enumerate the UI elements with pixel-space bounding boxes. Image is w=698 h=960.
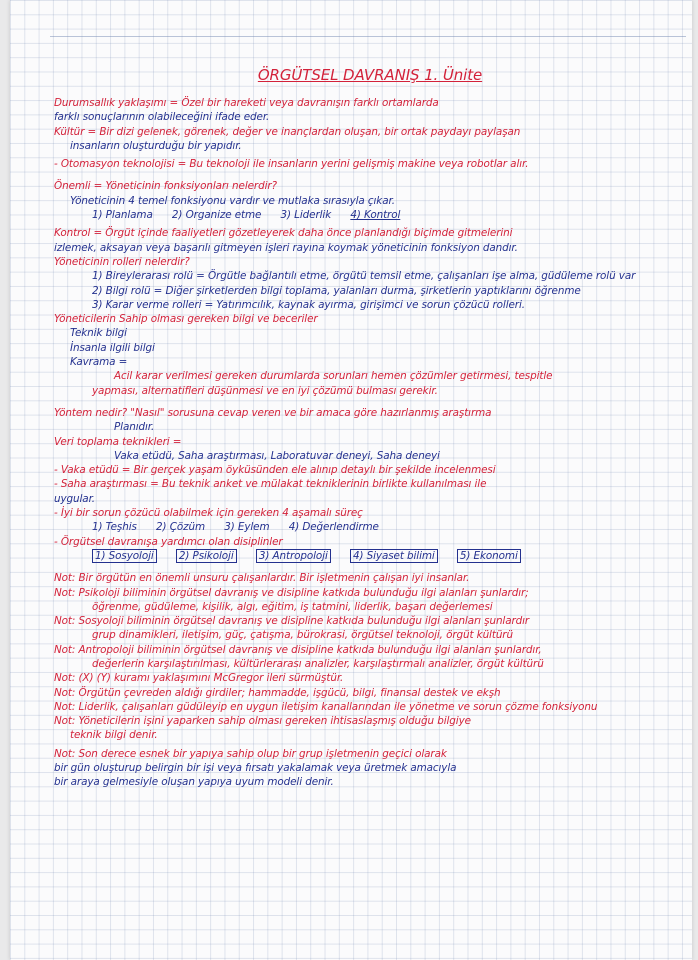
not-line: bir gün oluşturup belirgin bir işi veya fırsatı yakalamak veya üretmek amacıyla <box>54 762 457 775</box>
surec-item: 1) Teşhis <box>92 521 137 534</box>
disiplin-list <box>54 549 686 563</box>
kontrol-line-1: Kontrol = Örgüt içinde faaliyetleri gözetleyerek daha önce planlandığı biçimde gitmelerini <box>54 227 513 240</box>
surec-item: 4) Değerlendirme <box>288 521 379 534</box>
durumsallik-line-2: farklı sonuçlarının olabileceğini ifade eder. <box>54 111 270 124</box>
veri-heading: Veri toplama teknikleri = <box>54 435 182 448</box>
fonksiyon-list <box>54 208 686 222</box>
rol-line-2: 2) Bilgi rolü = Diğer şirketlerden bilgi toplama, yalanları durma, şirketlerin yaptıklarını öğrenme <box>92 284 581 297</box>
bilgi-item: İnsanla ilgili bilgi <box>70 341 155 354</box>
not-line: Not: Yöneticilerin işini yaparken sahip olması gereken ihtisaslaşmış olduğu bilgiye <box>54 715 471 728</box>
not-line: Not: Örgütün çevreden aldığı girdiler; hammadde, işgücü, bilgi, finansal destek ve ekşh <box>54 686 501 699</box>
disiplin-heading: - Örgütsel davranışa yardımcı olan disiplinler <box>54 535 283 548</box>
surec-list <box>54 520 686 534</box>
disiplin-item: 2) Psikoloji <box>176 549 237 563</box>
not-line: Not: (X) (Y) kuramı yaklaşımını McGregor ileri sürmüştür. <box>54 672 344 685</box>
disiplin-item: 3) Antropoloji <box>256 549 331 563</box>
onemli-line-1: Önemli = Yöneticinin fonksiyonları nelerdir? <box>54 180 277 193</box>
onemli-line-2: Yöneticinin 4 temel fonksiyonu vardır ve mutlaka sırasıyla çıkar. <box>70 194 395 207</box>
kultur-line-1: Kültür = Bir dizi gelenek, görenek, değer ve inançlardan oluşan, bir ortak paydayı paylaşan <box>54 125 521 138</box>
notebook-page <box>10 0 692 960</box>
not-line: öğrenme, güdüleme, kişilik, algı, eğitim, iş tatmini, liderlik, başarı değerlemesi <box>92 600 493 613</box>
rol-line-1: 1) Bireylerarası rolü = Örgütle bağlantılı etme, örgütü temsil etme, çalışanları işe alma, güdüleme rolü var <box>92 270 636 283</box>
fonksiyon-item: 4) Kontrol <box>350 209 401 222</box>
fonksiyon-item: 1) Planlama <box>92 209 153 222</box>
not-line: Not: Psikoloji biliminin örgütsel davranış ve disipline katkıda bulunduğu ilgi alanları şunlardır; <box>54 586 529 599</box>
kontrol-line-2: izlemek, aksayan veya başarılı gitmeyen işleri rayına koymak yöneticinin fonksiyon dandır. <box>54 241 518 254</box>
saha-line-1: - Saha araştırması = Bu teknik anket ve mülakat tekniklerinin birlikte kullanılması ile <box>54 478 487 491</box>
not-line: Not: Antropoloji biliminin örgütsel davranış ve disipline katkıda bulunduğu ilgi alanları şunlardır, <box>54 643 542 656</box>
fonksiyon-item: 2) Organize etme <box>171 209 262 222</box>
not-line: Not: Son derece esnek bir yapıya sahip olup bir grup işletmenin geçici olarak <box>54 747 447 760</box>
vaka-line: - Vaka etüdü = Bir gerçek yaşam öyküsünden ele alınıp detaylı bir şekilde incelenmesi <box>54 464 496 477</box>
fonksiyon-item: 3) Liderlik <box>280 209 332 222</box>
handwritten-notes <box>54 62 686 790</box>
kavrama-line-1: Acil karar verilmesi gereken durumlarda sorunları hemen çözümler getirmesi, tespitle <box>114 370 553 383</box>
bilgi-item: Teknik bilgi <box>70 327 127 340</box>
surec-item: 2) Çözüm <box>156 521 205 534</box>
saha-line-2: uygular. <box>54 492 95 505</box>
not-line: Not: Liderlik, çalışanları güdüleyip en uygun iletişim kanallarından ile yönetme ve sorun çözme fonksiyonu <box>54 700 598 713</box>
page-title <box>54 62 686 88</box>
durumsallik-line-1: Durumsallık yaklaşımı = Özel bir hareketi veya davranışın farklı ortamlarda <box>54 97 439 109</box>
not-line: değerlerin karşılaştırılması, kültürlerarası analizler, karşılaştırmalı analizler, örgüt kültürü <box>92 657 544 670</box>
kavrama-line-2: yapması, alternatifleri düşünmesi ve en iyi çözümü bulması gerekir. <box>92 384 438 397</box>
not-line: grup dinamikleri, iletişim, güç, çatışma, bürokrasi, örgütsel teknoloji, örgüt kültürü <box>92 629 513 642</box>
disiplin-item: 1) Sosyoloji <box>92 549 157 563</box>
title-text: ÖRGÜTSEL DAVRANIŞ 1. Ünite <box>257 66 483 84</box>
not-line: teknik bilgi denir. <box>70 729 158 742</box>
roller-question: Yöneticinin rolleri nelerdir? <box>54 255 190 268</box>
yontem-line-2: Planıdır. <box>114 421 155 434</box>
disiplin-item: 5) Ekonomi <box>457 549 521 563</box>
surec-item: 3) Eylem <box>224 521 270 534</box>
not-line: bir araya gelmesiyle oluşan yapıya uyum modeli denir. <box>54 776 334 789</box>
bilgi-item: Kavrama = <box>70 356 128 369</box>
veri-list: Vaka etüdü, Saha araştırması, Laboratuvar deneyi, Saha deneyi <box>114 449 440 462</box>
yontem-line-1: Yöntem nedir? "Nasıl" sorusuna cevap veren ve bir amaca göre hazırlanmış araştırma <box>54 406 492 419</box>
not-line: Not: Sosyoloji biliminin örgütsel davranış ve disipline katkıda bulunduğu ilgi alanları şunlardır <box>54 615 530 628</box>
disiplin-item: 4) Siyaset bilimi <box>350 549 438 563</box>
rol-line-3: 3) Karar verme rolleri = Yatırımcılık, kaynak ayırma, girişimci ve sorun çözücü rolleri. <box>92 298 525 311</box>
not-line: Not: Bir örgütün en önemli unsuru çalışanlardır. Bir işletmenin çalışan iyi insanlar. <box>54 572 470 585</box>
iyi-cozucu-line: - İyi bir sorun çözücü olabilmek için gereken 4 aşamalı süreç <box>54 507 363 520</box>
kultur-line-2: insanların oluşturduğu bir yapıdır. <box>70 139 242 152</box>
otomasyon-line: - Otomasyon teknolojisi = Bu teknoloji ile insanların yerini gelişmiş makine veya robotlar alır. <box>54 158 529 171</box>
bilgi-heading: Yöneticilerin Sahip olması gereken bilgi ve beceriler <box>54 313 318 326</box>
